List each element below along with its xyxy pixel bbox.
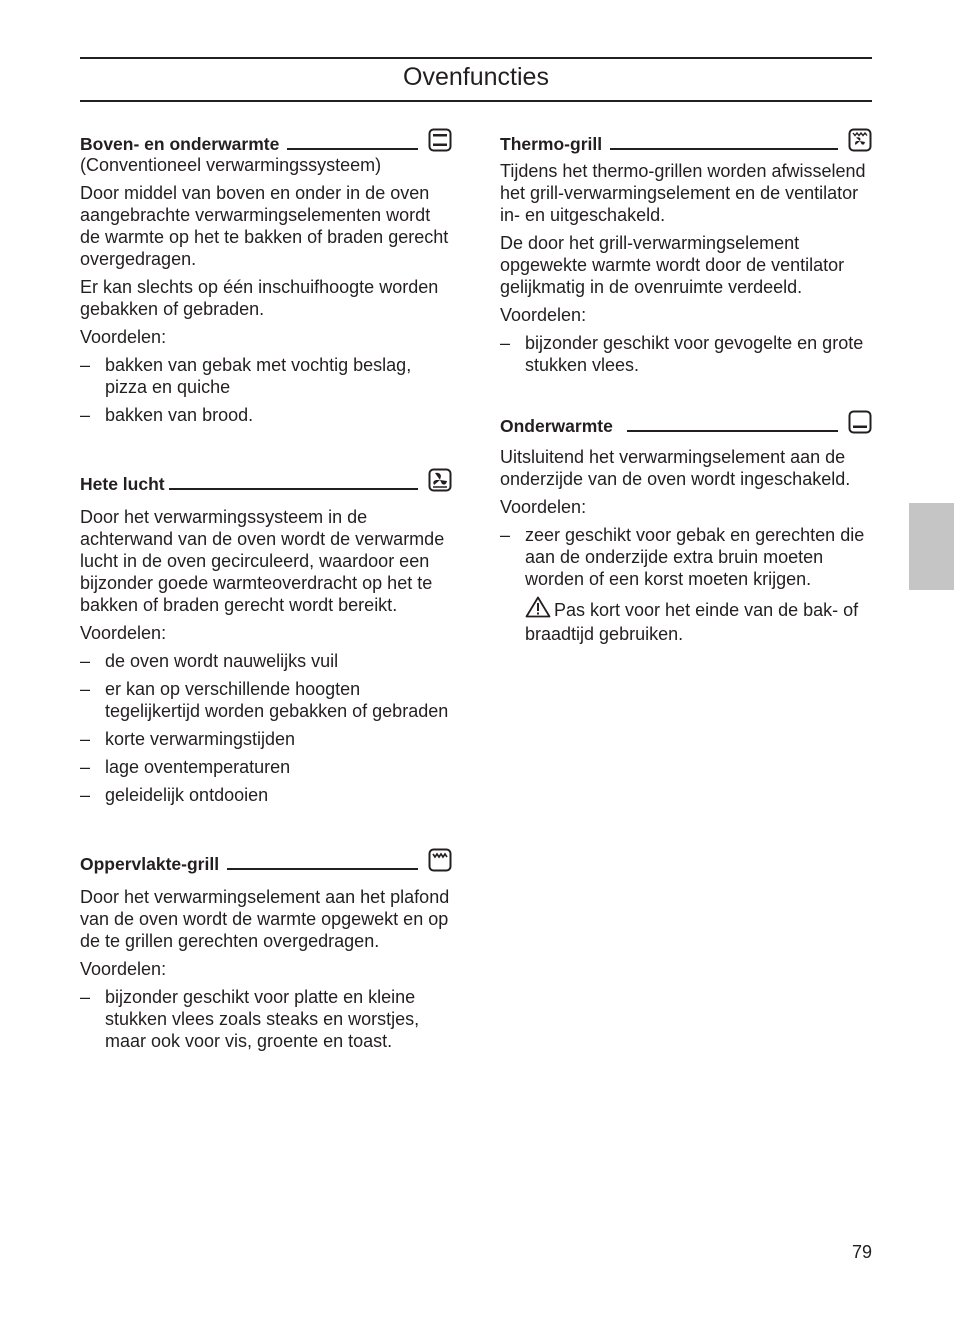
advantages-list [80,650,452,806]
list-item: – de oven wordt nauwelijks vuil [80,651,339,671]
list-item: – bijzonder geschikt voor platte en kleine stukken vlees zoals steaks en worstjes, maar ook voor vis, groente en toast. [80,987,420,1051]
advantages-list [500,332,872,376]
right-column [500,128,872,651]
section-heading [80,848,452,874]
section-thermo-grill [500,128,872,376]
section-title: Onderwarmte [500,416,613,436]
list-item: – korte verwarmingstijden [80,729,296,749]
list-item: – lage oventemperaturen [80,757,291,777]
section-title: Oppervlakte-grill [80,854,220,874]
top-bottom-heat-icon [428,128,452,152]
paragraph: Uitsluitend het verwarmingselement aan de onderzijde van de oven wordt ingeschakeld. [500,447,851,489]
paragraph: Door het verwarmingselement aan het plafond van de oven wordt de warmte opgewekt en op de te grillen gerechten overgedragen. [80,887,450,951]
advantages-label: Voordelen: [80,959,167,979]
list-item: – zeer geschikt voor gebak en gerechten die aan de onderzijde extra bruin moeten worden of een korst moeten krijgen. [500,525,865,589]
paragraph: Er kan slechts op één inschuifhoogte worden gebakken of gebraden. [80,277,439,319]
advantages-label: Voordelen: [500,497,587,517]
section-heading [80,468,452,494]
advantages-list [500,524,872,590]
advantages-list [80,354,452,426]
paragraph: Tijdens het thermo-grillen worden afwisselend het grill-verwarmingselement en de ventilator in- en uitgeschakeld. [500,161,866,225]
section-boven-onderwarmte [80,128,452,426]
heading-rule [227,868,418,870]
page-title: Ovenfuncties [403,63,549,91]
section-hete-lucht [80,468,452,806]
list-item: – bakken van gebak met vochtig beslag, pizza en quiche [80,355,412,397]
heading-rule [610,148,838,150]
thermo-grill-icon [848,128,872,152]
warning-note [500,596,872,645]
section-subtitle: (Conventioneel verwarmingssysteem) [80,155,382,175]
header-rule-top [80,57,872,59]
advantages-label: Voordelen: [80,623,167,643]
page-number: 79 [851,1242,872,1262]
bottom-heat-icon [848,410,872,434]
note-text: Pas kort voor het einde van de bak- of braadtijd gebruiken. [525,600,859,644]
section-heading [500,410,872,436]
paragraph: Door het verwarmingssysteem in de achterwand van de oven wordt de verwarmde lucht in de oven gecirculeerd, waardoor een bijzonder goede warmteoverdracht op het te bakken of braden gerecht wordt bereikt. [80,507,445,615]
section-heading [80,128,452,154]
heading-rule [627,430,838,432]
section-onderwarmte [500,410,872,645]
advantages-label: Voordelen: [80,327,167,347]
section-title: Hete lucht [80,474,165,494]
paragraph: Door middel van boven en onder in de oven aangebrachte verwarmingselementen wordt de warmte op het te bakken of braden gerecht overgedragen. [80,183,449,269]
paragraph: De door het grill-verwarmingselement opgewekte warmte wordt door de ventilator gelijkmatig in de ovenruimte verdeeld. [500,233,845,297]
advantages-list [80,986,452,1052]
heading-rule [287,148,418,150]
hot-air-fan-icon [428,468,452,492]
section-title: Boven- en onderwarmte [80,134,280,154]
section-heading [500,128,872,154]
section-oppervlakte-grill [80,848,452,1052]
left-column [80,128,452,1058]
header-rule-bottom [80,100,872,102]
section-title: Thermo-grill [500,134,603,154]
side-tab-marker [909,503,954,590]
warning-triangle-icon [525,596,551,623]
surface-grill-icon [428,848,452,872]
list-item: – bijzonder geschikt voor gevogelte en grote stukken vlees. [500,333,864,375]
heading-rule [169,488,418,490]
list-item: – er kan op verschillende hoogten tegelijkertijd worden gebakken of gebraden [80,679,449,721]
advantages-label: Voordelen: [500,305,587,325]
list-item: – bakken van brood. [80,405,254,425]
list-item: – geleidelijk ontdooien [80,785,269,805]
